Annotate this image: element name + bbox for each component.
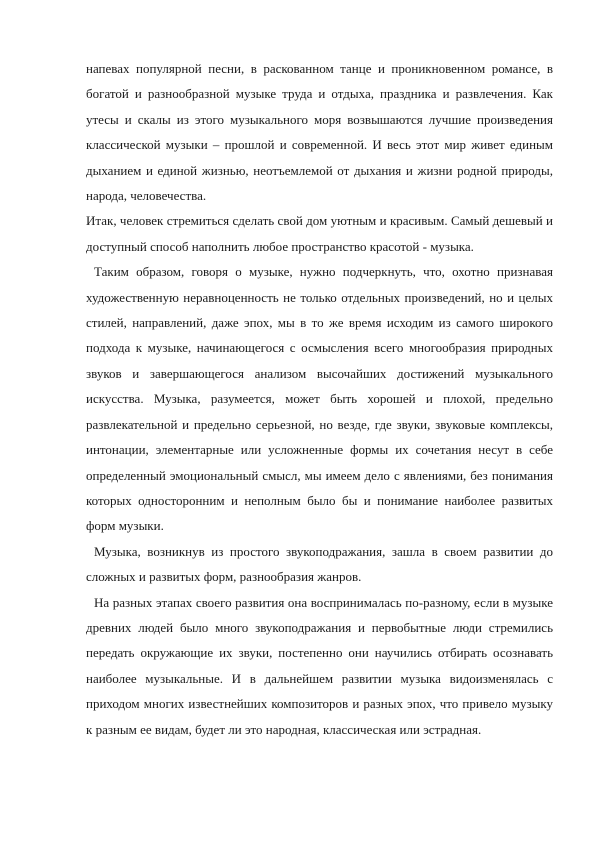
- paragraph-1: напевах популярной песни, в раскованном танце и проникновенном романсе, в богатой и разнообразной музыке труда и отдыха, праздника и развлечения. Как утесы и скалы из этого музыкального моря возвышаются лучшие произведения классической музыки – прошлой и современной. И весь этот мир живет единым дыханием и единой жизнью, неотъемлемой от дыхания и жизни родной природы, народа, человечества.: [86, 61, 553, 204]
- paragraph-3: Таким образом, говоря о музыке, нужно подчеркнуть, что, охотно признавая художественную неравноценность не только отдельных произведений, но и целых стилей, направлений, даже эпох, мы в то же время исходим из самого широкого подхода к музыке, начинающегося с осмысления всего многообразия природных звуков и завершающегося анализом высочайших достижений музыкального искусства. Музыка, разумеется, может быть хорошей и плохой, предельно развлекательной и предельно серьезной, но везде, где звуки, звуковые комплексы, интонации, элементарные или усложненные формы их сочетания несут в себе определенный эмоциональный смысл, мы имеем дело с явлениями, без понимания которых односторонним и неполным было бы и понимание наиболее развитых форм музыки.: [86, 264, 553, 534]
- paragraph-5: На разных этапах своего развития она воспринималась по-разному, если в музыке древних людей было много звукоподражания и первобытные люди стремились передать окружающие их звуки, постепенно они научились отбирать осознавать наиболее музыкальные. И в дальнейшем развитии музыка видоизменялась с приходом многих известнейших композиторов и разных эпох, что привело музыку к разным ее видам, будет ли это народная, классическая или эстрадная.: [86, 594, 553, 737]
- paragraph-2: Итак, человек стремиться сделать свой дом уютным и красивым. Самый дешевый и доступный способ наполнить любое пространство красотой - музыка.: [86, 213, 553, 254]
- paragraph-4: Музыка, возникнув из простого звукоподражания, зашла в своем развитии до сложных и развитых форм, разнообразия жанров.: [86, 543, 553, 585]
- document-body: [86, 56, 553, 742]
